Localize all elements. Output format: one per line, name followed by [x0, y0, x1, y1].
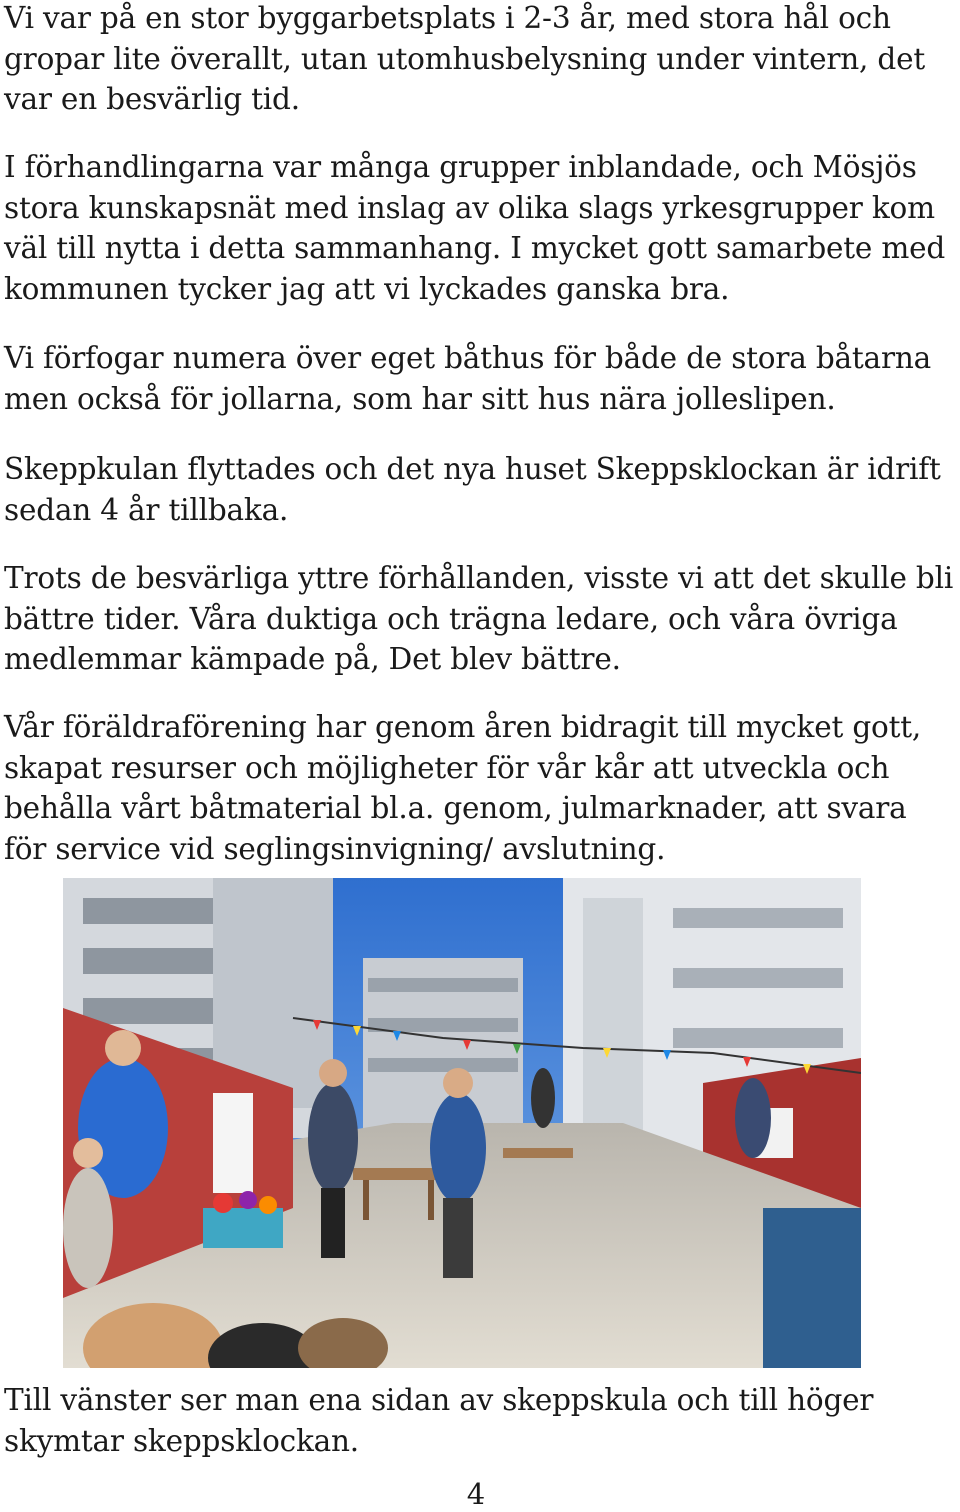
paragraph-construction: Vi var på en stor byggarbetsplats i 2-3 år, med stora hål och gropar lite överallt, utan utomhusbelysning under vintern, det var en besvärlig tid. — [4, 1, 926, 116]
harbor-event-photo — [63, 878, 861, 1368]
page-number: 4 — [466, 1477, 486, 1511]
water — [763, 1208, 861, 1368]
photo-caption: Till vänster ser man ena sidan av skeppskula och till höger skymtar skeppsklockan. — [4, 1383, 874, 1458]
flower-cart — [203, 1191, 283, 1248]
paragraph-parents-association: Vår föräldraförening har genom åren bidragit till mycket gott, skapat resurser och möjligheter för vår kår att utveckla och behålla vårt båtmaterial bl.a. genom, julmarknader, att svara för service vid seglingsinvigning/ avslutning. — [4, 710, 922, 866]
paragraph-skeppkulan: Skeppkulan flyttades och det nya huset Skeppsklockan är idrift sedan 4 år tillbaka. — [4, 452, 941, 527]
paragraph-boathouse: Vi förfogar numera över eget båthus för både de stora båtarna men också för jollarna, som har sitt hus nära jolleslipen. — [4, 341, 932, 416]
paragraph-negotiations: I förhandlingarna var många grupper inblandade, och Mösjös stora kunskapsnät med inslag av olika slags yrkesgrupper kom väl till nytta i detta sammanhang. I mycket gott samarbete med kommunen tycker jag att vi lyckades ganska bra. — [4, 150, 946, 306]
paragraph-better-times: Trots de besvärliga yttre förhållanden, visste vi att det skulle bli bättre tider. Våra duktiga och trägna ledare, och våra övriga medlemmar kämpade på, Det blev bättre. — [4, 561, 954, 676]
